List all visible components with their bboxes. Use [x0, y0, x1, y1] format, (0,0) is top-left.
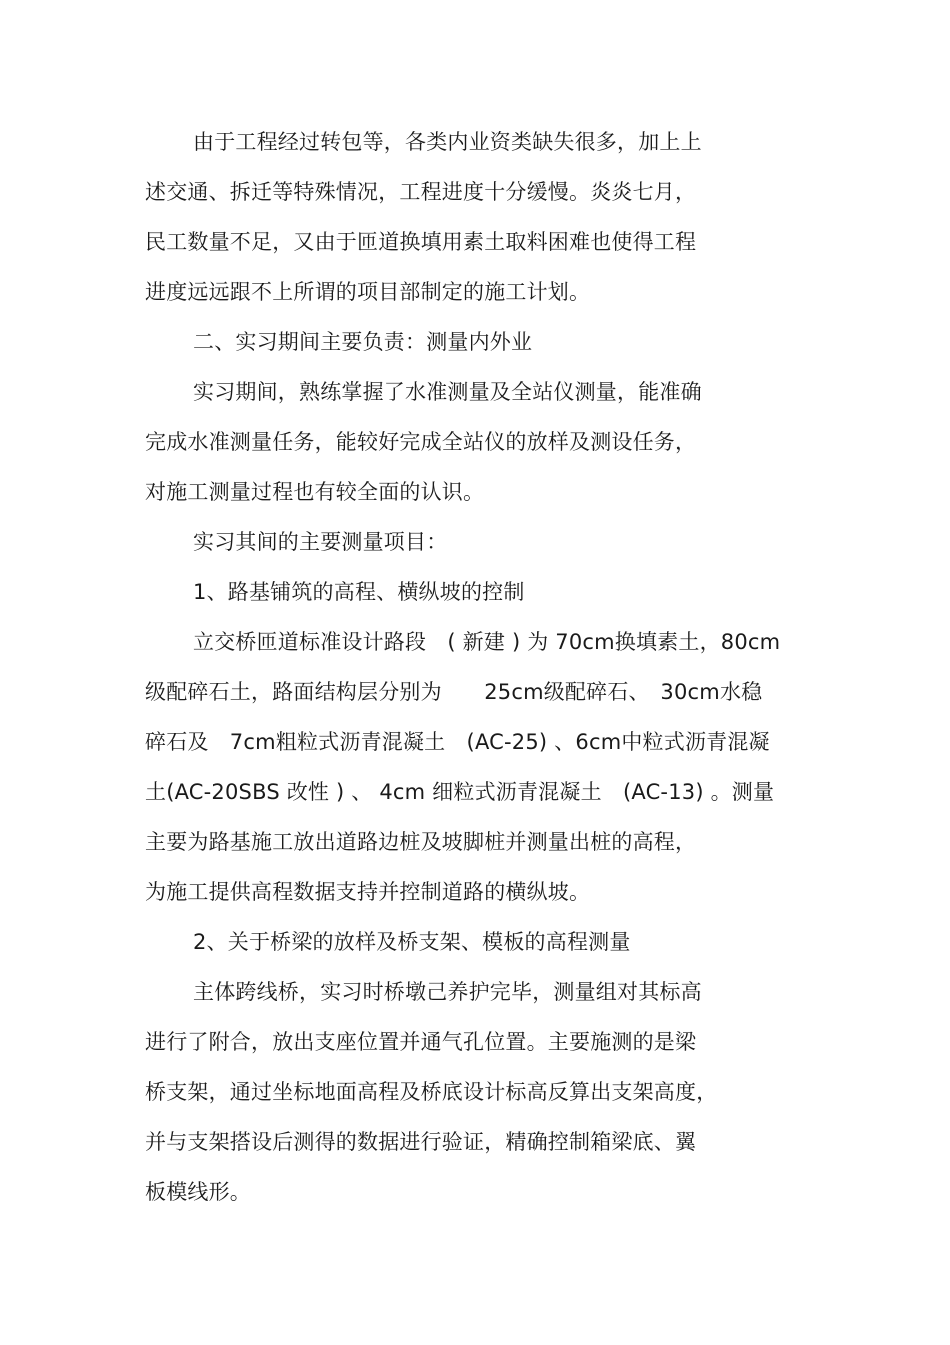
paragraph-line: 并与支架搭设后测得的数据进行验证，精确控制箱梁底、翼 — [145, 1130, 697, 1154]
paragraph-line: 土(AC-20SBS 改性 ) 、 4cm 细粒式沥青混凝土 (AC-13) 。测量 — [145, 780, 775, 804]
paragraph-line: 为施工提供高程数据支持并控制道路的横纵坡。 — [145, 880, 591, 904]
paragraph-line: 板模线形。 — [145, 1180, 251, 1204]
paragraph-line: 立交桥匝道标准设计路段 ( 新建 ) 为 70cm换填素土，80cm — [193, 630, 781, 654]
paragraph-line: 民工数量不足，又由于匝道换填用素土取料困难也使得工程 — [145, 230, 697, 254]
paragraph-line: 对施工测量过程也有较全面的认识。 — [145, 480, 485, 504]
paragraph-line: 级配碎石土，路面结构层分别为 25cm级配碎石、 30cm水稳 — [145, 680, 763, 704]
paragraph-line: 主体跨线桥，实习时桥墩己养护完毕，测量组对其标高 — [193, 980, 702, 1004]
paragraph-line: 碎石及 7cm粗粒式沥青混凝土 (AC-25) 、6cm中粒式沥青混凝 — [145, 730, 770, 754]
paragraph-line: 桥支架，通过坐标地面高程及桥底设计标高反算出支架高度， — [145, 1080, 718, 1104]
subsection-heading: 1、路基铺筑的高程、横纵坡的控制 — [193, 580, 525, 604]
paragraph-line: 进度远远跟不上所谓的项目部制定的施工计划。 — [145, 280, 591, 304]
paragraph-line: 由于工程经过转包等，各类内业资类缺失很多，加上上 — [193, 130, 702, 154]
paragraph-line: 实习期间，熟练掌握了水准测量及全站仪测量，能准确 — [193, 380, 702, 404]
paragraph-line: 进行了附合，放出支座位置并通气孔位置。主要施测的是梁 — [145, 1030, 697, 1054]
section-heading: 二、实习期间主要负责：测量内外业 — [193, 330, 533, 354]
subsection-heading: 2、关于桥梁的放样及桥支架、模板的高程测量 — [193, 930, 631, 954]
paragraph-line: 主要为路基施工放出道路边桩及坡脚桩并测量出桩的高程， — [145, 830, 697, 854]
paragraph-line: 实习其间的主要测量项目： — [193, 530, 448, 554]
paragraph-line: 述交通、拆迁等特殊情况，工程进度十分缓慢。炎炎七月， — [145, 180, 697, 204]
paragraph-line: 完成水准测量任务，能较好完成全站仪的放样及测设任务， — [145, 430, 697, 454]
